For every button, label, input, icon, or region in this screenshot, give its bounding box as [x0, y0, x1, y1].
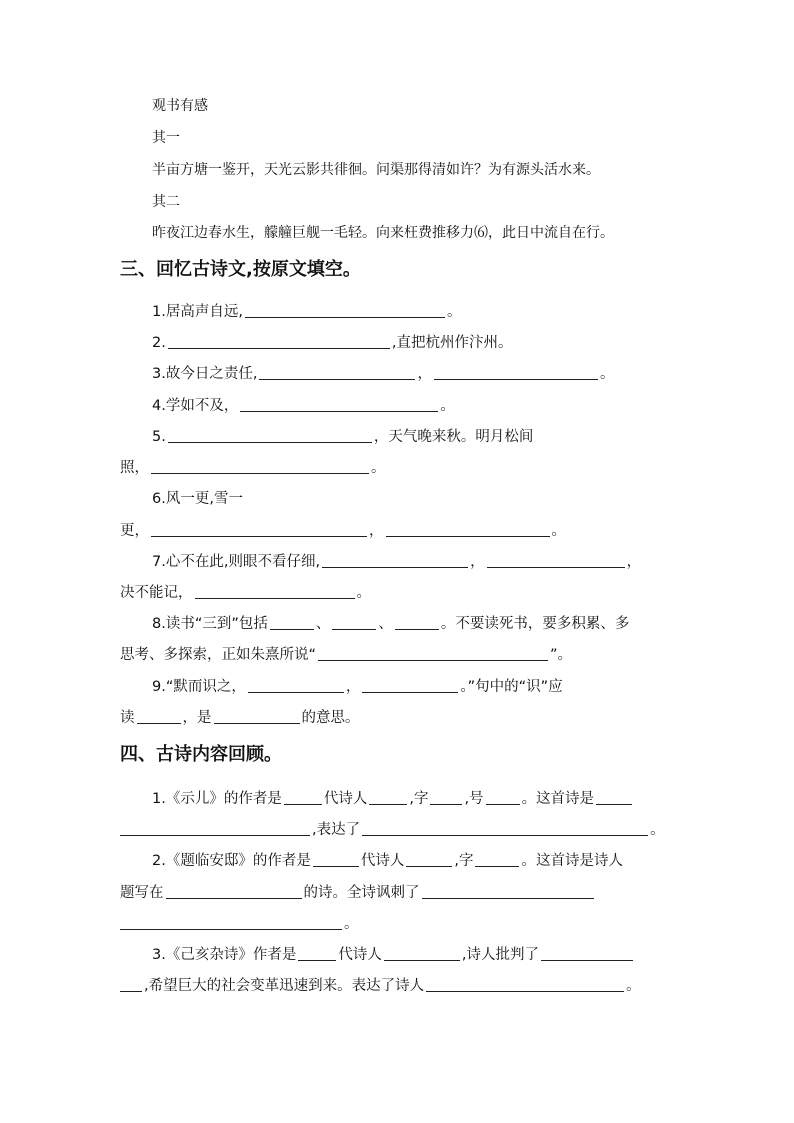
s3-q2: 2. ,直把杭州作汴州。: [152, 335, 513, 351]
section4-heading: 四、古诗内容回顾。: [120, 744, 282, 765]
s4-q3-cont: ,希望巨大的社会变革迅速到来。表达了诗人 。: [120, 976, 641, 996]
s4-q1-cont: ,表达了 。: [120, 820, 665, 840]
blank[interactable]: [362, 820, 648, 836]
s3-q1: 1.居高声自远, 。: [152, 304, 462, 320]
blank[interactable]: [166, 883, 302, 899]
blank[interactable]: [120, 914, 342, 930]
s3-q7-cont: 决不能记， 。: [120, 585, 371, 601]
s3-q5: 5. ，天气晚来秋。明月松间: [152, 429, 534, 445]
blank[interactable]: [245, 302, 445, 318]
s3-q3: 3.故今日之责任, ， 。: [152, 366, 615, 382]
s4-q1: 1.《示儿》的作者是 代诗人 ,字 ,号 。这首诗是: [152, 789, 634, 809]
s4-q3: 3.《己亥杂诗》作者是 代诗人 ,诗人批判了: [152, 945, 635, 965]
blank[interactable]: [259, 364, 415, 380]
blank[interactable]: [313, 851, 359, 867]
blank[interactable]: [284, 789, 322, 805]
blank[interactable]: [195, 583, 355, 599]
poem-title: 观书有感: [152, 98, 208, 114]
poem-part2-label: 其二: [152, 194, 180, 210]
blank[interactable]: [240, 396, 438, 412]
blank[interactable]: [298, 945, 336, 961]
s3-q4: 4.学如不及， 。: [152, 398, 455, 414]
blank[interactable]: [362, 677, 458, 693]
blank[interactable]: [541, 945, 633, 961]
blank[interactable]: [214, 708, 300, 724]
blank[interactable]: [120, 976, 142, 992]
blank[interactable]: [322, 552, 468, 568]
poem-part1-label: 其一: [152, 130, 180, 146]
blank[interactable]: [422, 883, 594, 899]
blank[interactable]: [475, 851, 519, 867]
blank[interactable]: [120, 820, 310, 836]
s4-q2-cont: 题写在 的诗。全诗讽刺了: [120, 883, 596, 903]
blank[interactable]: [270, 614, 314, 630]
s3-q5-cont: 照， 。: [120, 460, 386, 476]
blank[interactable]: [151, 521, 367, 537]
blank[interactable]: [596, 789, 632, 805]
s3-q6-cont: 更， ， 。: [120, 523, 566, 539]
blank[interactable]: [486, 789, 520, 805]
blank[interactable]: [151, 458, 369, 474]
blank[interactable]: [318, 645, 548, 661]
blank[interactable]: [406, 851, 452, 867]
blank[interactable]: [168, 427, 372, 443]
blank[interactable]: [487, 552, 625, 568]
section3-heading: 三、回忆古诗文,按原文填空。: [120, 259, 361, 280]
s3-q9-cont: 读 ，是 的意思。: [120, 710, 360, 726]
blank[interactable]: [384, 945, 460, 961]
blank[interactable]: [332, 614, 376, 630]
s3-q8: 8.读书“三到”包括 、 、 。不要读死书，要多积累、多: [152, 616, 630, 632]
blank[interactable]: [386, 521, 550, 537]
s4-q2: 2.《题临安邸》的作者是 代诗人 ,字 。这首诗是诗人: [152, 853, 623, 869]
s3-q6: 6.风一更,雪一: [152, 491, 243, 507]
s4-q2-cont2: 。: [120, 914, 359, 934]
blank[interactable]: [430, 789, 462, 805]
blank[interactable]: [168, 333, 390, 349]
s3-q8-cont: 思考、多探索，正如朱熹所说“ ”。: [120, 647, 573, 663]
blank[interactable]: [369, 789, 407, 805]
s3-q7: 7.心不在此,则眼不看仔细, ， ，: [152, 554, 642, 570]
s3-q9: 9.“默而识之， ， 。”句中的“识”应: [152, 679, 563, 695]
blank[interactable]: [137, 708, 181, 724]
blank[interactable]: [434, 364, 598, 380]
blank[interactable]: [248, 677, 344, 693]
blank[interactable]: [395, 614, 439, 630]
poem-part1-text: 半亩方塘一鉴开，天光云影共徘徊。问渠那得清如许？为有源头活水来。: [152, 162, 600, 178]
blank[interactable]: [426, 976, 624, 992]
poem-part2-text: 昨夜江边春水生，艨艟巨舰一毛轻。向来枉费推移力⑹，此日中流自在行。: [152, 225, 614, 241]
